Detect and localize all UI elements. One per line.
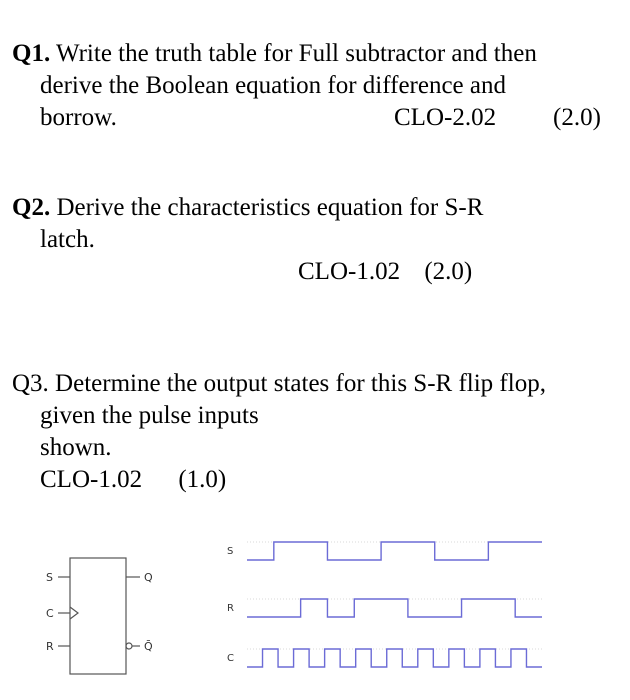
question-3-text-line-1: Q3. Determine the output states for this S-R flip flop, xyxy=(12,370,546,397)
waveform-s xyxy=(247,542,542,560)
question-2-number: Q2. xyxy=(12,194,51,221)
output-qbar-bubble xyxy=(126,643,132,649)
flipflop-symbol xyxy=(58,558,140,674)
flipflop-box xyxy=(70,558,126,674)
question-1 xyxy=(12,38,612,134)
question-3 xyxy=(12,368,612,496)
waveform-c xyxy=(247,649,542,667)
timing-label-s: S xyxy=(227,546,234,557)
question-3-clo: CLO-1.02 xyxy=(40,466,143,493)
figure-svg xyxy=(30,530,610,690)
question-2-marks: (2.0) xyxy=(424,258,473,285)
question-3-marks: (1.0) xyxy=(178,466,227,493)
question-1-text-line-3: borrow. xyxy=(40,104,117,131)
clock-triangle xyxy=(70,607,78,619)
flipflop-label-r: R xyxy=(46,640,54,653)
flipflop-label-qbar: Q̄ xyxy=(144,640,153,653)
timing-diagram xyxy=(227,542,542,667)
waveform-r xyxy=(247,599,542,617)
question-1-text-line-2: derive the Boolean equation for difference and xyxy=(40,72,507,99)
sr-flipflop-figure xyxy=(30,530,610,690)
flipflop-label-c: C xyxy=(46,607,54,620)
timing-label-r: R xyxy=(227,603,234,614)
flipflop-label-q: Q xyxy=(144,571,153,584)
question-2-text-line-2: latch. xyxy=(40,226,95,253)
question-1-marks: (2.0) xyxy=(553,104,601,131)
question-3-text-line-2: given the pulse inputs xyxy=(40,402,259,429)
question-1-number: Q1. xyxy=(12,40,51,67)
question-2-text-line-1: Derive the characteristics equation for S-R xyxy=(56,194,484,221)
flipflop-label-s: S xyxy=(46,571,53,584)
question-1-clo: CLO-2.02 xyxy=(394,104,497,131)
question-2-clo: CLO-1.02 xyxy=(298,258,401,285)
question-1-text-line-1: Write the truth table for Full subtractor and then xyxy=(56,40,537,67)
timing-label-c: C xyxy=(227,653,234,664)
question-3-text-line-3: shown. xyxy=(40,434,112,461)
question-2 xyxy=(12,192,612,288)
